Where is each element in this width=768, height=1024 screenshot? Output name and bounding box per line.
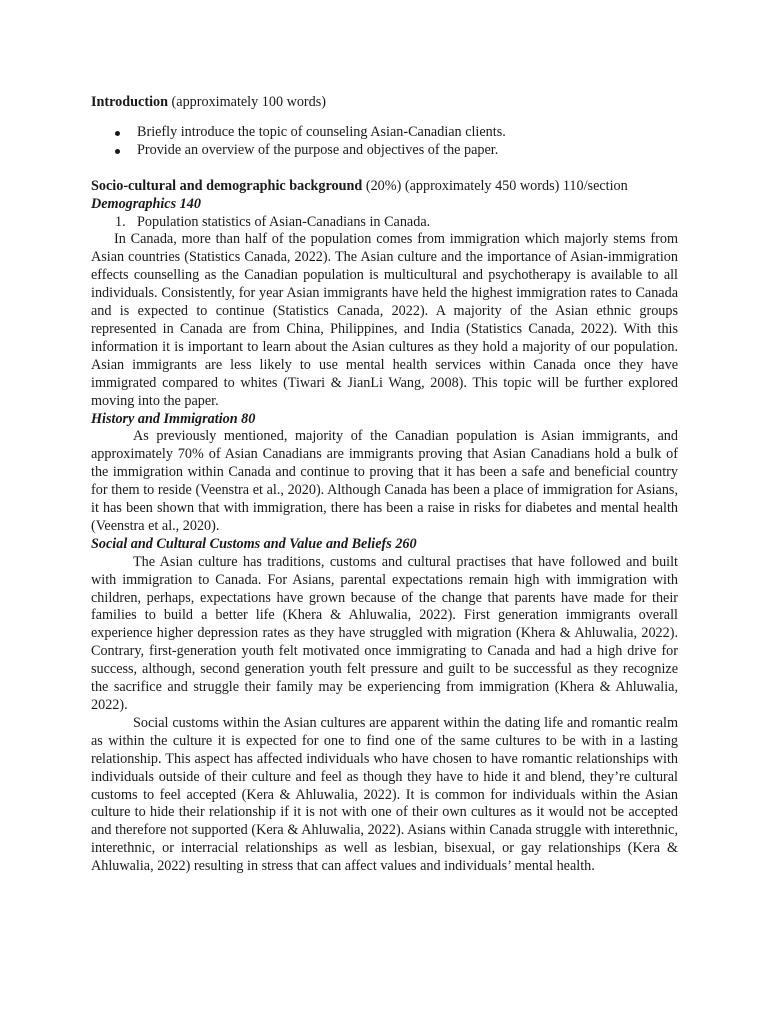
intro-heading: Introduction <box>91 94 168 110</box>
customs-heading: Social and Cultural Customs and Value and Beliefs 260 <box>91 535 417 552</box>
section-line <box>91 178 678 196</box>
bullet-text: Provide an overview of the purpose and objectives of the paper. <box>137 141 499 158</box>
section-note: (20%) (approximately 450 words) 110/section <box>362 177 628 194</box>
customs-paragraph-2: Social customs within the Asian cultures are apparent within the dating life and romantic realm as within the culture it is expected for one to find one of the same cultures to be with in a lasting relationship. This aspect has affected individuals who have chosen to have romantic relationships with individuals outside of their culture and feel as though they have to hide it and blend, they’re cultural customs to feel accepted (Kera & Ahluwalia, 2022). It is common for individuals within the Asian culture to hide their relationship if it is not with one of their own cultures as it would not be accepted and therefore not supported (Kera & Ahluwalia, 2022). Asians within Canada struggle with interethnic, interethnic, or interracial relationships as well as lesbian, bisexual, or gay relationships (Kera & Ahluwalia, 2022) resulting in stress that can affect values and individuals’ mental health. <box>91 714 678 875</box>
bullet-icon <box>115 131 120 136</box>
history-paragraph: As previously mentioned, majority of the Canadian population is Asian immigrants, and approximately 70% of Asian Canadians are immigrants proving that Asian Canadians hold a bulk of the immigration within Canada and continue to proving that it has been a safe and beneficial country for them to reside (Veenstra et al., 2020). Although Canada has been a place of immigration for Asians, it has been shown that with immigration, there has been a raise in risks for diabetes and mental health (Veenstra et al., 2020). <box>91 428 678 534</box>
history-heading: History and Immigration 80 <box>91 410 256 427</box>
spacer <box>91 112 678 124</box>
intro-line <box>91 94 678 112</box>
list-item <box>91 124 678 142</box>
list-number: 1. <box>115 213 126 230</box>
list-item <box>91 142 678 160</box>
intro-bullet-list <box>91 124 678 160</box>
customs-paragraph-1: The Asian culture has traditions, customs and cultural practises that have followed and built with immigration to Canada. For Asians, parental expectations remain high with immigration with children, perhaps, expectations have grown because of the change that parents have made for their families to build a better life (Khera & Ahluwalia, 2022). First generation immigrants overall experience higher depression rates as they have struggled with migration (Khera & Ahluwalia, 2022). Contrary, first-generation youth felt motivated once immigrating to Canada and had a high drive for success, although, second generation youth felt pressure and guilt to be successful as they recognize the sacrifice and struggle their family may be experiencing from immigration (Khera & Ahluwalia, 2022). <box>91 553 678 713</box>
document-body <box>91 94 678 876</box>
numbered-item-text: Population statistics of Asian-Canadians in Canada. <box>137 213 431 230</box>
demographics-paragraph: In Canada, more than half of the population comes from immigration which majorly stems from Asian countries (Statistics Canada, 2022). The Asian culture and the importance of Asian-immigration effects counselling as the Canadian population is multicultural and psychotherapy is available to all individuals. Consistently, for year Asian immigrants have held the highest immigration rates to Canada and is expected to continue (Statistics Canada, 2022). A majority of the Asian ethnic groups represented in Canada are from China, Philippines, and India (Statistics Canada, 2022). With this information it is important to learn about the Asian cultures as they hold a majority of our population. Asian immigrants are less likely to use mental health services within Canada once they have immigrated compared to whites (Tiwari & JianLi Wang, 2008). This topic will be further explored moving into the paper. <box>91 231 678 409</box>
spacer <box>91 160 678 178</box>
numbered-item <box>91 214 678 232</box>
section-heading: Socio-cultural and demographic background <box>91 177 363 194</box>
demographics-heading: Demographics 140 <box>91 195 201 212</box>
bullet-text: Briefly introduce the topic of counseling Asian-Canadian clients. <box>137 123 506 140</box>
bullet-icon <box>115 149 120 154</box>
intro-note: (approximately 100 words) <box>168 94 326 110</box>
